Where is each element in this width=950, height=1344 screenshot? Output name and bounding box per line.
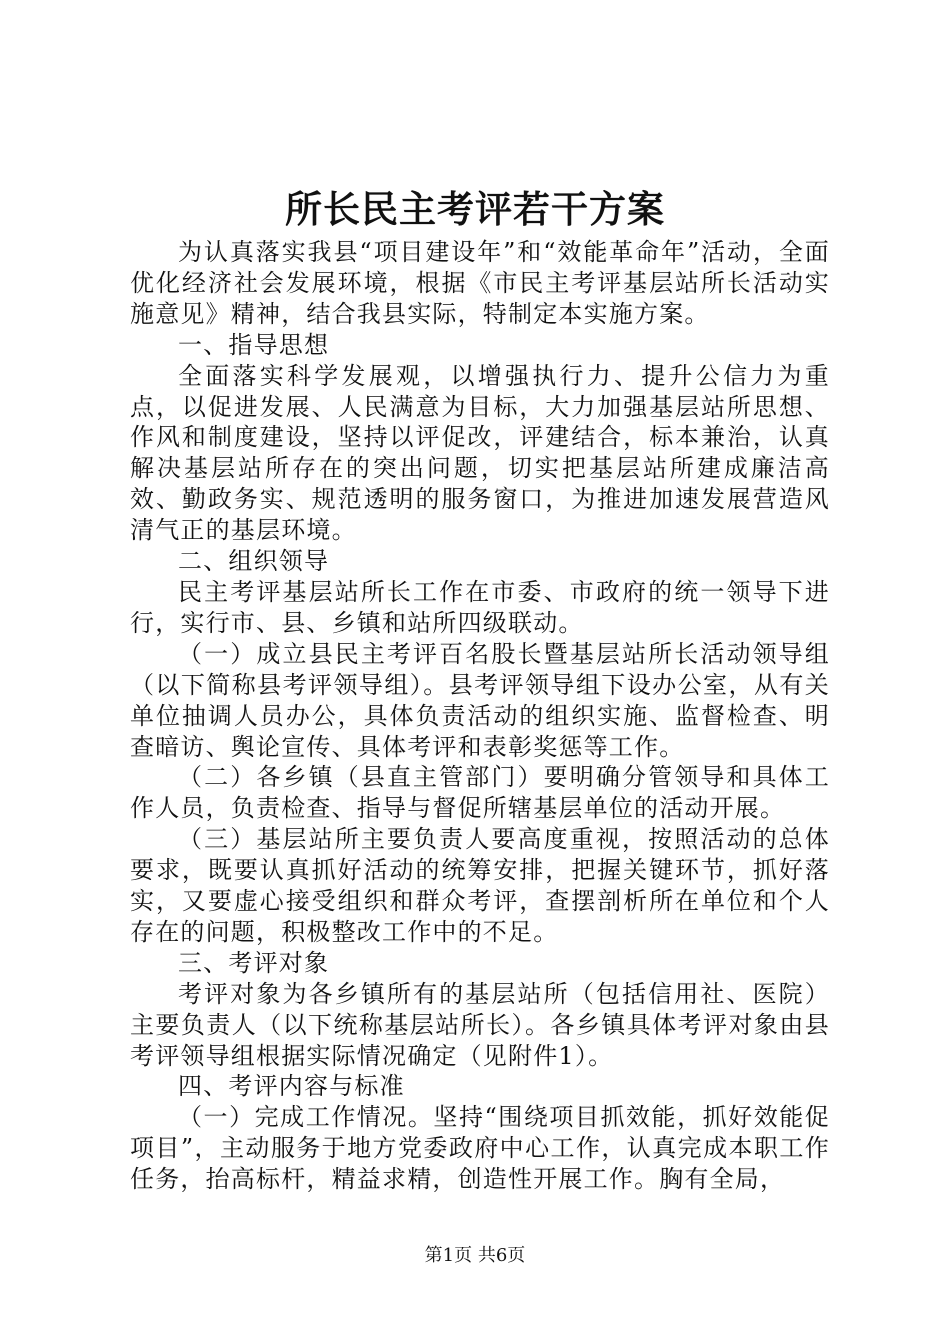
document-title: 所长民主考评若干方案 <box>285 187 665 231</box>
document-body <box>130 237 830 1195</box>
evaluation-targets-paragraph: 考评对象为各乡镇所有的基层站所（包括信用社、医院）主要负责人（以下统称基层站所长）。各乡镇具体考评对象由县考评领导组根据实际情况确定（见附件1）。 <box>130 979 830 1070</box>
section-heading-guiding-ideology: 一、指导思想 <box>178 330 330 359</box>
organization-item-3: （三）基层站所主要负责人要高度重视，按照活动的总体要求，既要认真抓好活动的统筹安排，把握关键环节，抓好落实，又要虚心接受组织和群众考评，查摆剖析所在单位和个人存在的问题，积极整改工作中的不足。 <box>130 825 830 946</box>
section-heading-organization: 二、组织领导 <box>178 547 330 576</box>
organization-paragraph: 民主考评基层站所长工作在市委、市政府的统一领导下进行，实行市、县、乡镇和站所四级联动。 <box>130 577 830 637</box>
section-heading-evaluation-targets: 三、考评对象 <box>178 948 330 977</box>
section-heading-evaluation-content: 四、考评内容与标准 <box>178 1072 405 1101</box>
guiding-ideology-paragraph: 全面落实科学发展观，以增强执行力、提升公信力为重点，以促进发展、人民满意为目标，大力加强基层站所思想、作风和制度建设，坚持以评促改，评建结合，标本兼治，认真解决基层站所存在的突出问题，切实把基层站所建成廉洁高效、勤政务实、规范透明的服务窗口，为推进加速发展营造风清气正的基层环境。 <box>130 361 830 545</box>
evaluation-content-item-1: （一）完成工作情况。坚持“围绕项目抓效能，抓好效能促项目”，主动服务于地方党委政府中心工作，认真完成本职工作任务，抬高标杆，精益求精，创造性开展工作。胸有全局， <box>130 1103 830 1194</box>
organization-item-2: （二）各乡镇（县直主管部门）要明确分管领导和具体工作人员，负责检查、指导与督促所辖基层单位的活动开展。 <box>130 763 830 823</box>
intro-paragraph: 为认真落实我县“项目建设年”和“效能革命年”活动，全面优化经济社会发展环境，根据《市民主考评基层站所长活动实施意见》精神，结合我县实际，特制定本实施方案。 <box>130 238 830 328</box>
organization-item-1: （一）成立县民主考评百名股长暨基层站所长活动领导组（以下简称县考评领导组）。县考评领导组下设办公室，从有关单位抽调人员办公，具体负责活动的组织实施、监督检查、明查暗访、舆论宣传、具体考评和表彰奖惩等工作。 <box>130 639 830 761</box>
page-footer: 第1页 共6页 <box>424 1245 526 1266</box>
